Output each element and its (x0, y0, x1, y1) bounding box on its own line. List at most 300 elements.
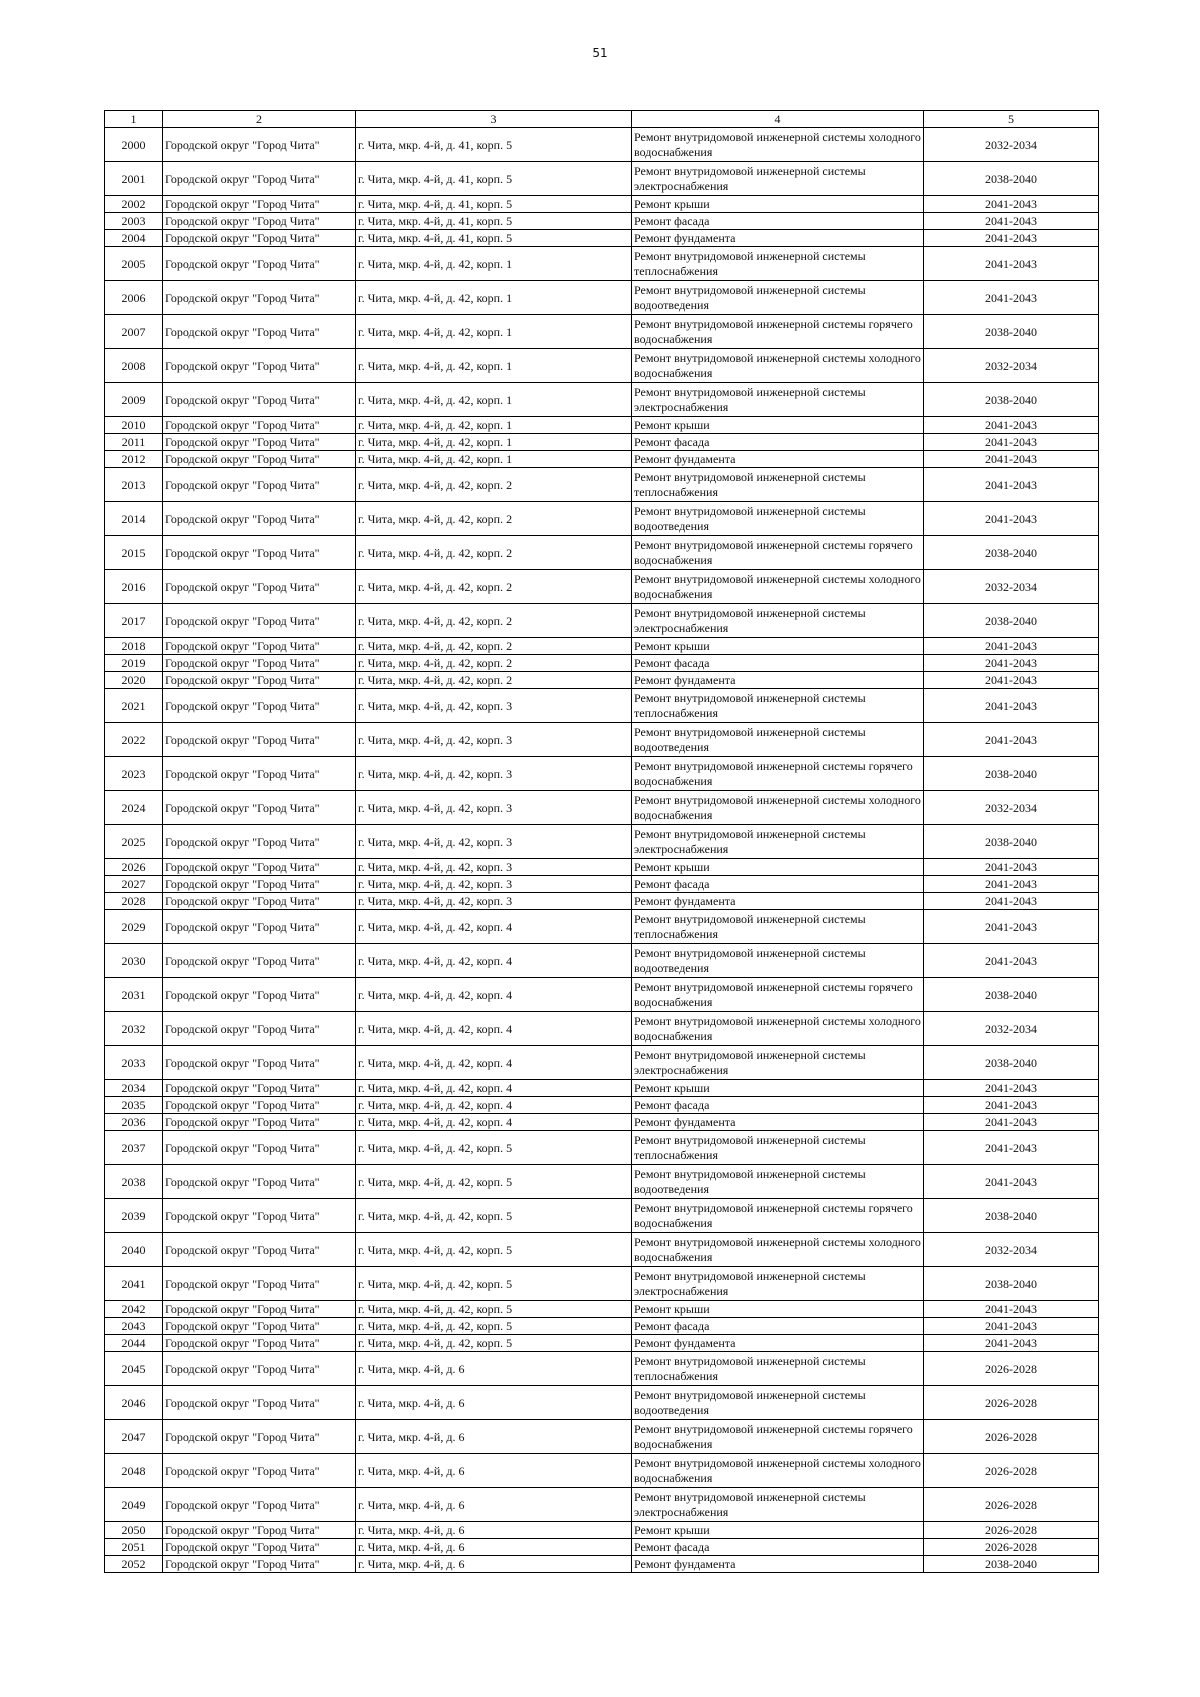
table-row (105, 893, 1099, 910)
table-row (105, 1097, 1099, 1114)
cell-period: 2032-2034 (924, 791, 1099, 825)
cell-number: 2037 (105, 1131, 163, 1165)
cell-work-type: Ремонт внутридомовой инженерной системы теплоснабжения (632, 468, 924, 502)
cell-address: г. Чита, мкр. 4-й, д. 42, корп. 1 (356, 281, 632, 315)
cell-period: 2041-2043 (924, 638, 1099, 655)
cell-address: г. Чита, мкр. 4-й, д. 42, корп. 5 (356, 1199, 632, 1233)
cell-period: 2026-2028 (924, 1454, 1099, 1488)
table-row (105, 247, 1099, 281)
cell-number: 2029 (105, 910, 163, 944)
cell-work-type: Ремонт внутридомовой инженерной системы теплоснабжения (632, 689, 924, 723)
cell-work-type: Ремонт внутридомовой инженерной системы горячего водоснабжения (632, 978, 924, 1012)
cell-number: 2023 (105, 757, 163, 791)
cell-number: 2020 (105, 672, 163, 689)
cell-work-type: Ремонт фундамента (632, 1114, 924, 1131)
cell-work-type: Ремонт внутридомовой инженерной системы холодного водоснабжения (632, 570, 924, 604)
table-row (105, 434, 1099, 451)
cell-municipality: Городской округ "Город Чита" (163, 859, 356, 876)
cell-municipality: Городской округ "Город Чита" (163, 1233, 356, 1267)
cell-work-type: Ремонт внутридомовой инженерной системы теплоснабжения (632, 247, 924, 281)
cell-period: 2041-2043 (924, 910, 1099, 944)
cell-period: 2041-2043 (924, 1080, 1099, 1097)
cell-work-type: Ремонт фасада (632, 1097, 924, 1114)
cell-number: 2049 (105, 1488, 163, 1522)
cell-period: 2038-2040 (924, 1046, 1099, 1080)
cell-work-type: Ремонт внутридомовой инженерной системы холодного водоснабжения (632, 128, 924, 162)
cell-municipality: Городской округ "Город Чита" (163, 128, 356, 162)
table-row (105, 672, 1099, 689)
cell-number: 2048 (105, 1454, 163, 1488)
cell-work-type: Ремонт крыши (632, 417, 924, 434)
cell-period: 2032-2034 (924, 1233, 1099, 1267)
cell-number: 2027 (105, 876, 163, 893)
cell-period: 2041-2043 (924, 434, 1099, 451)
table-header (105, 111, 1099, 128)
column-header-4: 4 (632, 111, 924, 128)
cell-period: 2041-2043 (924, 672, 1099, 689)
cell-work-type: Ремонт внутридомовой инженерной системы водоотведения (632, 1386, 924, 1420)
cell-address: г. Чита, мкр. 4-й, д. 6 (356, 1352, 632, 1386)
cell-number: 2036 (105, 1114, 163, 1131)
cell-address: г. Чита, мкр. 4-й, д. 6 (356, 1420, 632, 1454)
column-header-5: 5 (924, 111, 1099, 128)
table-row (105, 655, 1099, 672)
cell-municipality: Городской округ "Город Чита" (163, 230, 356, 247)
cell-municipality: Городской округ "Город Чита" (163, 876, 356, 893)
cell-number: 2005 (105, 247, 163, 281)
cell-work-type: Ремонт внутридомовой инженерной системы горячего водоснабжения (632, 315, 924, 349)
cell-address: г. Чита, мкр. 4-й, д. 42, корп. 3 (356, 757, 632, 791)
cell-address: г. Чита, мкр. 4-й, д. 42, корп. 3 (356, 876, 632, 893)
cell-period: 2026-2028 (924, 1522, 1099, 1539)
column-header-3: 3 (356, 111, 632, 128)
table-row (105, 1318, 1099, 1335)
cell-address: г. Чита, мкр. 4-й, д. 42, корп. 5 (356, 1301, 632, 1318)
cell-municipality: Городской округ "Город Чита" (163, 1522, 356, 1539)
cell-number: 2003 (105, 213, 163, 230)
cell-municipality: Городской округ "Город Чита" (163, 672, 356, 689)
table-row (105, 757, 1099, 791)
cell-work-type: Ремонт фундамента (632, 1556, 924, 1573)
cell-work-type: Ремонт внутридомовой инженерной системы горячего водоснабжения (632, 757, 924, 791)
cell-address: г. Чита, мкр. 4-й, д. 42, корп. 2 (356, 502, 632, 536)
table-row (105, 196, 1099, 213)
cell-address: г. Чита, мкр. 4-й, д. 41, корп. 5 (356, 128, 632, 162)
cell-number: 2041 (105, 1267, 163, 1301)
cell-period: 2038-2040 (924, 978, 1099, 1012)
cell-address: г. Чита, мкр. 4-й, д. 6 (356, 1386, 632, 1420)
cell-municipality: Городской округ "Город Чита" (163, 247, 356, 281)
cell-municipality: Городской округ "Город Чита" (163, 944, 356, 978)
cell-address: г. Чита, мкр. 4-й, д. 42, корп. 3 (356, 859, 632, 876)
cell-address: г. Чита, мкр. 4-й, д. 42, корп. 2 (356, 468, 632, 502)
cell-address: г. Чита, мкр. 4-й, д. 42, корп. 4 (356, 910, 632, 944)
table-row (105, 570, 1099, 604)
table-row (105, 1386, 1099, 1420)
cell-period: 2032-2034 (924, 349, 1099, 383)
cell-municipality: Городской округ "Город Чита" (163, 1012, 356, 1046)
header-row (105, 111, 1099, 128)
cell-work-type: Ремонт внутридомовой инженерной системы холодного водоснабжения (632, 349, 924, 383)
cell-period: 2038-2040 (924, 162, 1099, 196)
cell-municipality: Городской округ "Город Чита" (163, 757, 356, 791)
cell-work-type: Ремонт фундамента (632, 230, 924, 247)
table-row (105, 978, 1099, 1012)
cell-number: 2014 (105, 502, 163, 536)
cell-number: 2047 (105, 1420, 163, 1454)
cell-work-type: Ремонт внутридомовой инженерной системы электроснабжения (632, 1488, 924, 1522)
cell-work-type: Ремонт внутридомовой инженерной системы холодного водоснабжения (632, 1454, 924, 1488)
cell-municipality: Городской округ "Город Чита" (163, 1046, 356, 1080)
table-row (105, 1080, 1099, 1097)
cell-period: 2041-2043 (924, 723, 1099, 757)
cell-address: г. Чита, мкр. 4-й, д. 42, корп. 4 (356, 944, 632, 978)
cell-address: г. Чита, мкр. 4-й, д. 42, корп. 3 (356, 791, 632, 825)
cell-number: 2018 (105, 638, 163, 655)
table-row (105, 791, 1099, 825)
cell-period: 2041-2043 (924, 1114, 1099, 1131)
table-row (105, 604, 1099, 638)
cell-number: 2042 (105, 1301, 163, 1318)
table-row (105, 1556, 1099, 1573)
cell-municipality: Городской округ "Город Чита" (163, 451, 356, 468)
cell-address: г. Чита, мкр. 4-й, д. 42, корп. 1 (356, 349, 632, 383)
table-row (105, 451, 1099, 468)
cell-address: г. Чита, мкр. 4-й, д. 42, корп. 4 (356, 1114, 632, 1131)
cell-period: 2041-2043 (924, 655, 1099, 672)
cell-work-type: Ремонт внутридомовой инженерной системы водоотведения (632, 723, 924, 757)
cell-municipality: Городской округ "Город Чита" (163, 1454, 356, 1488)
cell-period: 2038-2040 (924, 1199, 1099, 1233)
cell-number: 2045 (105, 1352, 163, 1386)
cell-work-type: Ремонт фасада (632, 213, 924, 230)
cell-municipality: Городской округ "Город Чита" (163, 162, 356, 196)
table-row (105, 315, 1099, 349)
cell-period: 2041-2043 (924, 502, 1099, 536)
cell-number: 2022 (105, 723, 163, 757)
cell-number: 2025 (105, 825, 163, 859)
cell-work-type: Ремонт внутридомовой инженерной системы электроснабжения (632, 604, 924, 638)
cell-municipality: Городской округ "Город Чита" (163, 1267, 356, 1301)
cell-number: 2040 (105, 1233, 163, 1267)
cell-address: г. Чита, мкр. 4-й, д. 6 (356, 1488, 632, 1522)
cell-address: г. Чита, мкр. 4-й, д. 42, корп. 3 (356, 689, 632, 723)
cell-municipality: Городской округ "Город Чита" (163, 281, 356, 315)
cell-municipality: Городской округ "Город Чита" (163, 1097, 356, 1114)
table-row (105, 230, 1099, 247)
cell-municipality: Городской округ "Город Чита" (163, 1165, 356, 1199)
cell-address: г. Чита, мкр. 4-й, д. 42, корп. 4 (356, 978, 632, 1012)
cell-work-type: Ремонт крыши (632, 196, 924, 213)
cell-address: г. Чита, мкр. 4-й, д. 41, корп. 5 (356, 196, 632, 213)
cell-number: 2033 (105, 1046, 163, 1080)
table-row (105, 536, 1099, 570)
cell-number: 2012 (105, 451, 163, 468)
cell-address: г. Чита, мкр. 4-й, д. 42, корп. 4 (356, 1097, 632, 1114)
cell-work-type: Ремонт внутридомовой инженерной системы электроснабжения (632, 1046, 924, 1080)
cell-municipality: Городской округ "Город Чита" (163, 1318, 356, 1335)
cell-municipality: Городской округ "Город Чита" (163, 196, 356, 213)
cell-address: г. Чита, мкр. 4-й, д. 42, корп. 3 (356, 723, 632, 757)
cell-work-type: Ремонт внутридомовой инженерной системы теплоснабжения (632, 1131, 924, 1165)
cell-work-type: Ремонт фундамента (632, 1335, 924, 1352)
table-row (105, 1301, 1099, 1318)
cell-period: 2041-2043 (924, 1165, 1099, 1199)
cell-period: 2041-2043 (924, 230, 1099, 247)
cell-period: 2038-2040 (924, 604, 1099, 638)
cell-work-type: Ремонт внутридомовой инженерной системы горячего водоснабжения (632, 536, 924, 570)
cell-number: 2000 (105, 128, 163, 162)
cell-municipality: Городской округ "Город Чита" (163, 638, 356, 655)
cell-address: г. Чита, мкр. 4-й, д. 42, корп. 1 (356, 383, 632, 417)
table-row (105, 1352, 1099, 1386)
cell-municipality: Городской округ "Город Чита" (163, 825, 356, 859)
cell-municipality: Городской округ "Город Чита" (163, 1556, 356, 1573)
cell-work-type: Ремонт внутридомовой инженерной системы электроснабжения (632, 162, 924, 196)
cell-address: г. Чита, мкр. 4-й, д. 42, корп. 1 (356, 434, 632, 451)
table-row (105, 1131, 1099, 1165)
cell-period: 2041-2043 (924, 468, 1099, 502)
cell-municipality: Городской округ "Город Чита" (163, 1386, 356, 1420)
cell-work-type: Ремонт фундамента (632, 451, 924, 468)
cell-period: 2032-2034 (924, 570, 1099, 604)
cell-period: 2026-2028 (924, 1352, 1099, 1386)
table-row (105, 1012, 1099, 1046)
cell-work-type: Ремонт фасада (632, 1539, 924, 1556)
cell-period: 2038-2040 (924, 1556, 1099, 1573)
cell-number: 2019 (105, 655, 163, 672)
cell-work-type: Ремонт внутридомовой инженерной системы водоотведения (632, 944, 924, 978)
cell-number: 2035 (105, 1097, 163, 1114)
cell-work-type: Ремонт крыши (632, 638, 924, 655)
table-row (105, 1454, 1099, 1488)
cell-municipality: Городской округ "Город Чита" (163, 434, 356, 451)
table-row (105, 1199, 1099, 1233)
table-row (105, 723, 1099, 757)
cell-municipality: Городской округ "Город Чита" (163, 1131, 356, 1165)
cell-address: г. Чита, мкр. 4-й, д. 42, корп. 1 (356, 315, 632, 349)
table-row (105, 1522, 1099, 1539)
cell-municipality: Городской округ "Город Чита" (163, 1301, 356, 1318)
table-row (105, 1488, 1099, 1522)
cell-number: 2034 (105, 1080, 163, 1097)
repair-schedule-table (104, 110, 1099, 1573)
cell-number: 2011 (105, 434, 163, 451)
table-row (105, 1114, 1099, 1131)
cell-period: 2026-2028 (924, 1539, 1099, 1556)
cell-address: г. Чита, мкр. 4-й, д. 42, корп. 2 (356, 604, 632, 638)
cell-work-type: Ремонт внутридомовой инженерной системы холодного водоснабжения (632, 1012, 924, 1046)
cell-work-type: Ремонт внутридомовой инженерной системы теплоснабжения (632, 1352, 924, 1386)
cell-address: г. Чита, мкр. 4-й, д. 41, корп. 5 (356, 162, 632, 196)
cell-address: г. Чита, мкр. 4-й, д. 42, корп. 4 (356, 1046, 632, 1080)
cell-work-type: Ремонт фундамента (632, 893, 924, 910)
cell-municipality: Городской округ "Город Чита" (163, 383, 356, 417)
cell-municipality: Городской округ "Город Чита" (163, 1114, 356, 1131)
cell-work-type: Ремонт внутридомовой инженерной системы горячего водоснабжения (632, 1199, 924, 1233)
cell-number: 2043 (105, 1318, 163, 1335)
table-row (105, 281, 1099, 315)
cell-period: 2041-2043 (924, 893, 1099, 910)
cell-address: г. Чита, мкр. 4-й, д. 42, корп. 5 (356, 1233, 632, 1267)
cell-address: г. Чита, мкр. 4-й, д. 42, корп. 5 (356, 1165, 632, 1199)
cell-work-type: Ремонт внутридомовой инженерной системы теплоснабжения (632, 910, 924, 944)
cell-municipality: Городской округ "Город Чита" (163, 570, 356, 604)
table-row (105, 638, 1099, 655)
cell-address: г. Чита, мкр. 4-й, д. 6 (356, 1556, 632, 1573)
cell-work-type: Ремонт внутридомовой инженерной системы холодного водоснабжения (632, 1233, 924, 1267)
table-row (105, 859, 1099, 876)
cell-address: г. Чита, мкр. 4-й, д. 42, корп. 2 (356, 655, 632, 672)
cell-work-type: Ремонт внутридомовой инженерной системы горячего водоснабжения (632, 1420, 924, 1454)
cell-period: 2041-2043 (924, 1131, 1099, 1165)
cell-period: 2041-2043 (924, 213, 1099, 230)
cell-number: 2028 (105, 893, 163, 910)
cell-address: г. Чита, мкр. 4-й, д. 42, корп. 5 (356, 1267, 632, 1301)
cell-period: 2038-2040 (924, 757, 1099, 791)
cell-address: г. Чита, мкр. 4-й, д. 42, корп. 1 (356, 451, 632, 468)
cell-address: г. Чита, мкр. 4-й, д. 42, корп. 2 (356, 536, 632, 570)
table-row (105, 383, 1099, 417)
cell-number: 2038 (105, 1165, 163, 1199)
cell-number: 2001 (105, 162, 163, 196)
cell-number: 2024 (105, 791, 163, 825)
cell-municipality: Городской округ "Город Чита" (163, 1080, 356, 1097)
cell-number: 2021 (105, 689, 163, 723)
page-number: 51 (592, 46, 608, 60)
cell-period: 2041-2043 (924, 689, 1099, 723)
cell-address: г. Чита, мкр. 4-й, д. 42, корп. 5 (356, 1318, 632, 1335)
cell-work-type: Ремонт фасада (632, 434, 924, 451)
cell-address: г. Чита, мкр. 4-й, д. 42, корп. 5 (356, 1131, 632, 1165)
cell-municipality: Городской округ "Город Чита" (163, 1420, 356, 1454)
cell-number: 2044 (105, 1335, 163, 1352)
cell-period: 2032-2034 (924, 128, 1099, 162)
cell-number: 2006 (105, 281, 163, 315)
table-row (105, 825, 1099, 859)
cell-period: 2041-2043 (924, 281, 1099, 315)
table-row (105, 876, 1099, 893)
cell-municipality: Городской округ "Город Чита" (163, 315, 356, 349)
cell-address: г. Чита, мкр. 4-й, д. 6 (356, 1454, 632, 1488)
cell-period: 2041-2043 (924, 1301, 1099, 1318)
cell-address: г. Чита, мкр. 4-й, д. 42, корп. 4 (356, 1080, 632, 1097)
cell-municipality: Городской округ "Город Чита" (163, 689, 356, 723)
cell-period: 2026-2028 (924, 1488, 1099, 1522)
cell-period: 2026-2028 (924, 1420, 1099, 1454)
table-row (105, 468, 1099, 502)
cell-number: 2009 (105, 383, 163, 417)
cell-municipality: Городской округ "Город Чита" (163, 213, 356, 230)
cell-work-type: Ремонт фасада (632, 655, 924, 672)
cell-number: 2050 (105, 1522, 163, 1539)
table-row (105, 213, 1099, 230)
cell-address: г. Чита, мкр. 4-й, д. 6 (356, 1522, 632, 1539)
cell-address: г. Чита, мкр. 4-й, д. 42, корп. 5 (356, 1335, 632, 1352)
cell-number: 2004 (105, 230, 163, 247)
cell-municipality: Городской округ "Город Чита" (163, 502, 356, 536)
cell-municipality: Городской округ "Город Чита" (163, 1335, 356, 1352)
table-row (105, 502, 1099, 536)
cell-work-type: Ремонт крыши (632, 1080, 924, 1097)
cell-number: 2051 (105, 1539, 163, 1556)
cell-address: г. Чита, мкр. 4-й, д. 41, корп. 5 (356, 230, 632, 247)
cell-municipality: Городской округ "Город Чита" (163, 978, 356, 1012)
cell-number: 2010 (105, 417, 163, 434)
cell-work-type: Ремонт внутридомовой инженерной системы водоотведения (632, 1165, 924, 1199)
cell-address: г. Чита, мкр. 4-й, д. 41, корп. 5 (356, 213, 632, 230)
cell-number: 2052 (105, 1556, 163, 1573)
cell-number: 2031 (105, 978, 163, 1012)
cell-period: 2041-2043 (924, 859, 1099, 876)
cell-period: 2038-2040 (924, 825, 1099, 859)
cell-work-type: Ремонт крыши (632, 859, 924, 876)
cell-number: 2046 (105, 1386, 163, 1420)
cell-municipality: Городской округ "Город Чита" (163, 604, 356, 638)
cell-period: 2041-2043 (924, 417, 1099, 434)
cell-address: г. Чита, мкр. 4-й, д. 6 (356, 1539, 632, 1556)
cell-period: 2032-2034 (924, 1012, 1099, 1046)
cell-work-type: Ремонт внутридомовой инженерной системы электроснабжения (632, 1267, 924, 1301)
cell-address: г. Чита, мкр. 4-й, д. 42, корп. 1 (356, 247, 632, 281)
cell-period: 2041-2043 (924, 196, 1099, 213)
table-body (105, 128, 1099, 1573)
cell-work-type: Ремонт внутридомовой инженерной системы электроснабжения (632, 825, 924, 859)
table-row (105, 1165, 1099, 1199)
cell-address: г. Чита, мкр. 4-й, д. 42, корп. 1 (356, 417, 632, 434)
cell-address: г. Чита, мкр. 4-й, д. 42, корп. 2 (356, 672, 632, 689)
cell-address: г. Чита, мкр. 4-й, д. 42, корп. 2 (356, 570, 632, 604)
cell-work-type: Ремонт внутридомовой инженерной системы водоотведения (632, 502, 924, 536)
cell-municipality: Городской округ "Город Чита" (163, 893, 356, 910)
cell-period: 2041-2043 (924, 1335, 1099, 1352)
table-row (105, 1335, 1099, 1352)
cell-number: 2015 (105, 536, 163, 570)
cell-period: 2038-2040 (924, 315, 1099, 349)
cell-municipality: Городской округ "Город Чита" (163, 791, 356, 825)
cell-municipality: Городской округ "Город Чита" (163, 1488, 356, 1522)
column-header-1: 1 (105, 111, 163, 128)
cell-work-type: Ремонт фундамента (632, 672, 924, 689)
cell-period: 2041-2043 (924, 1097, 1099, 1114)
cell-period: 2041-2043 (924, 1318, 1099, 1335)
cell-number: 2002 (105, 196, 163, 213)
cell-address: г. Чита, мкр. 4-й, д. 42, корп. 3 (356, 893, 632, 910)
cell-period: 2038-2040 (924, 536, 1099, 570)
cell-number: 2016 (105, 570, 163, 604)
table-row (105, 162, 1099, 196)
cell-work-type: Ремонт фасада (632, 876, 924, 893)
cell-period: 2026-2028 (924, 1386, 1099, 1420)
cell-address: г. Чита, мкр. 4-й, д. 42, корп. 4 (356, 1012, 632, 1046)
cell-work-type: Ремонт внутридомовой инженерной системы холодного водоснабжения (632, 791, 924, 825)
table-row (105, 128, 1099, 162)
cell-municipality: Городской округ "Город Чита" (163, 536, 356, 570)
table-row (105, 1539, 1099, 1556)
table-row (105, 1267, 1099, 1301)
table-row (105, 1233, 1099, 1267)
cell-number: 2013 (105, 468, 163, 502)
cell-number: 2030 (105, 944, 163, 978)
cell-municipality: Городской округ "Город Чита" (163, 349, 356, 383)
cell-municipality: Городской округ "Город Чита" (163, 1352, 356, 1386)
cell-period: 2041-2043 (924, 876, 1099, 893)
cell-work-type: Ремонт крыши (632, 1522, 924, 1539)
cell-period: 2038-2040 (924, 383, 1099, 417)
cell-number: 2008 (105, 349, 163, 383)
cell-address: г. Чита, мкр. 4-й, д. 42, корп. 2 (356, 638, 632, 655)
cell-municipality: Городской округ "Город Чита" (163, 723, 356, 757)
